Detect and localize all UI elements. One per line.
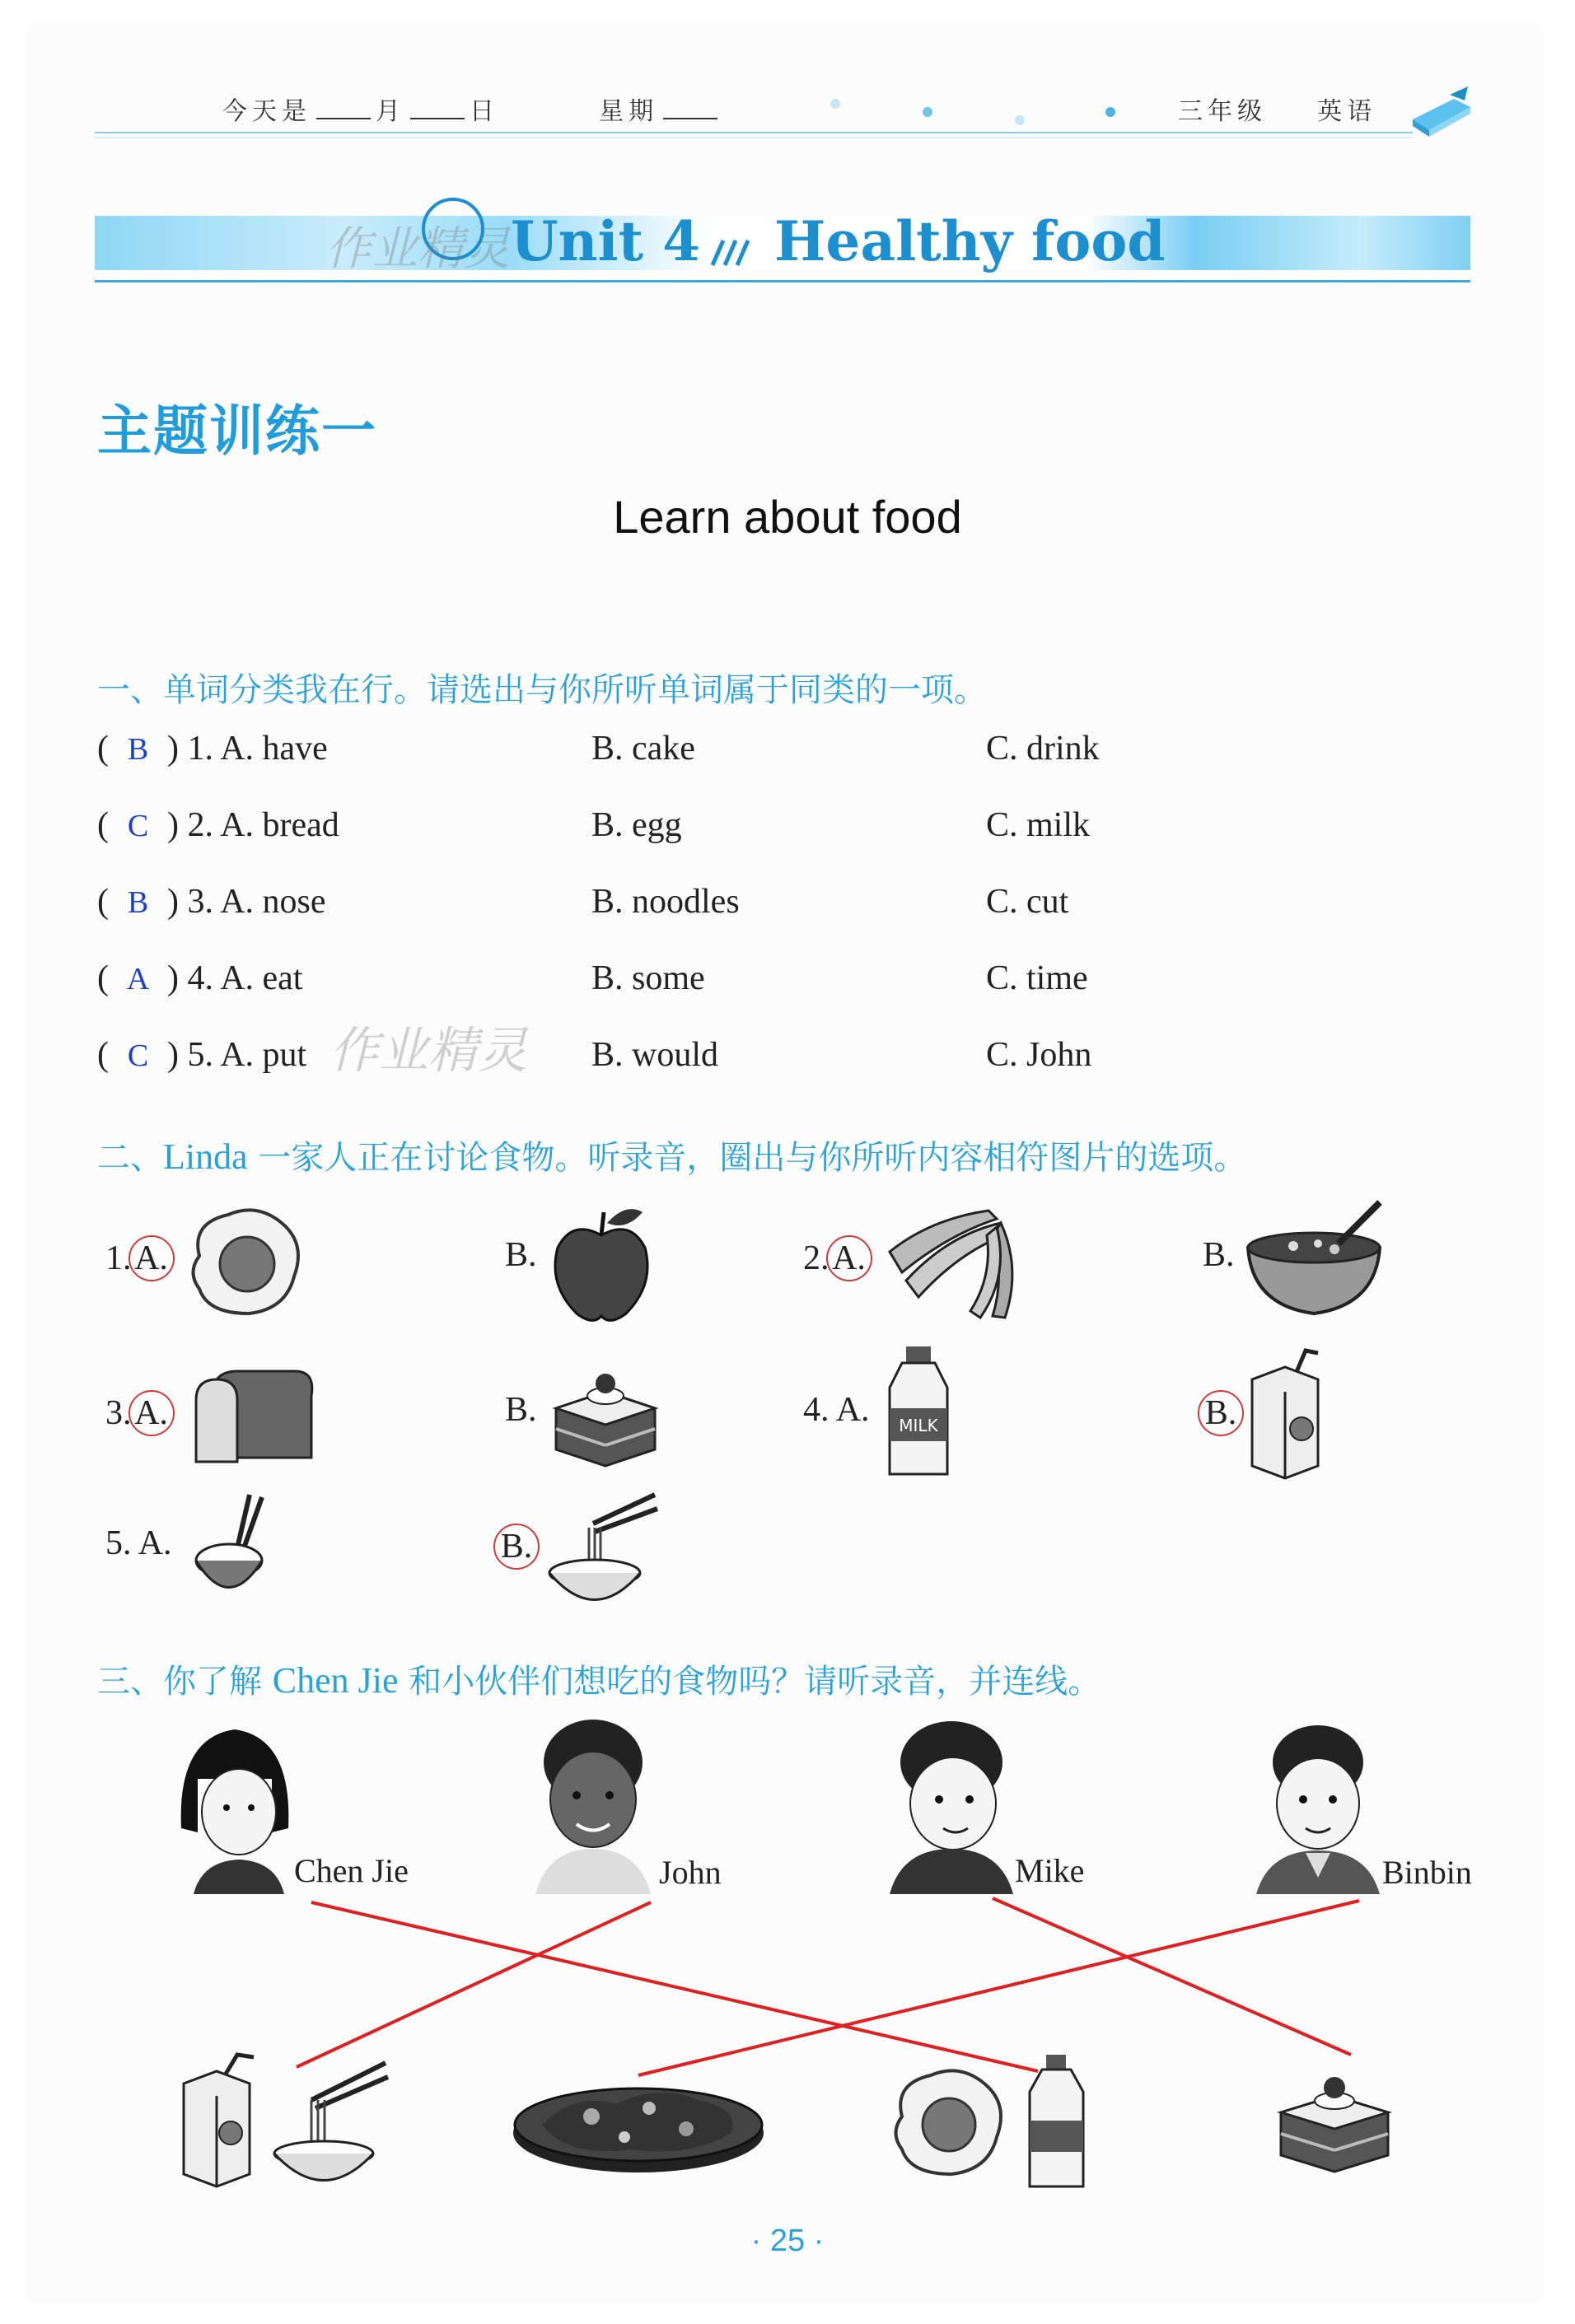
- vegetables-plate-icon: [509, 2067, 769, 2182]
- question-number: 4.: [187, 959, 213, 997]
- q1-question-1: ( B ) 1. A. have: [97, 730, 328, 768]
- juice-and-noodles-icon: [180, 2051, 394, 2199]
- answer-blank[interactable]: C: [127, 1038, 149, 1073]
- q2-item-3-b[interactable]: B.: [505, 1391, 537, 1429]
- question-number: 2.: [187, 806, 213, 844]
- q2-item-1-a[interactable]: 1.A.: [105, 1235, 175, 1281]
- q2-heading-pre: 二、: [97, 1139, 163, 1177]
- q1-question-3: ( B ) 3. A. nose: [97, 883, 326, 921]
- subtitle: Learn about food: [613, 491, 962, 543]
- q3-heading-name: Chen Jie: [272, 1660, 399, 1701]
- option-a[interactable]: A. put: [220, 1036, 307, 1074]
- cake-icon: [1273, 2055, 1396, 2178]
- page-number: · 25 ·: [750, 2224, 825, 2258]
- q2-item-4-b[interactable]: B.: [1201, 1390, 1244, 1436]
- question-number: 1.: [187, 730, 213, 768]
- q2-item-1-b[interactable]: B.: [505, 1236, 537, 1274]
- watermark: 作业精灵: [329, 1022, 527, 1080]
- option-c[interactable]: C. drink: [986, 730, 1100, 768]
- question-number: 3.: [187, 883, 213, 921]
- watermark: 作业精灵: [325, 222, 510, 276]
- month-label: 月: [376, 97, 405, 126]
- answer-blank[interactable]: B: [127, 732, 149, 767]
- subject-label: 英语: [1317, 97, 1377, 126]
- q2-heading-post: 一家人正在讨论食物。听录音，圈出与你所听内容相符图片的选项。: [247, 1139, 1247, 1177]
- q1-question-2: ( C ) 2. A. bread: [97, 806, 339, 844]
- option-b[interactable]: B. cake: [591, 730, 695, 768]
- q2-heading-name: Linda: [163, 1136, 248, 1177]
- answer-blank[interactable]: B: [127, 885, 149, 920]
- unit-label: Unit 4: [511, 209, 701, 273]
- q2-item-4-a[interactable]: 4. A.: [803, 1391, 870, 1429]
- today-label: 今天是: [222, 97, 311, 126]
- q3-heading-post: 和小伙伴们想吃的食物吗？请听录音，并连线。: [398, 1663, 1101, 1701]
- q2-item-5-a[interactable]: 5. A.: [105, 1524, 172, 1562]
- option-b[interactable]: B. egg: [591, 806, 682, 844]
- q2-item-2-a[interactable]: 2.A.: [803, 1235, 872, 1281]
- option-c[interactable]: C. time: [986, 959, 1088, 997]
- match-line-john: [297, 1902, 651, 2067]
- q1-heading: 一、单词分类我在行。请选出与你所听单词属于同类的一项。: [97, 671, 987, 709]
- q1-question-5: ( C ) 5. A. put: [97, 1036, 307, 1074]
- option-a[interactable]: A. nose: [220, 883, 326, 921]
- option-c[interactable]: C. John: [986, 1036, 1092, 1074]
- unit-title: Healthy food: [774, 209, 1166, 273]
- q2-item-2-b[interactable]: B.: [1203, 1236, 1235, 1274]
- match-line-chen-jie: [311, 1902, 1038, 2071]
- option-c[interactable]: C. cut: [986, 883, 1069, 921]
- option-a[interactable]: A. have: [220, 730, 328, 768]
- person-name-mike: Mike: [1015, 1852, 1085, 1889]
- q2-item-3-a[interactable]: 3.A.: [105, 1390, 175, 1436]
- weekday-label: 星期: [599, 97, 659, 126]
- person-name-chen-jie: Chen Jie: [294, 1852, 409, 1889]
- option-c[interactable]: C. milk: [986, 806, 1091, 844]
- option-a[interactable]: A. eat: [220, 959, 303, 997]
- day-label: 日: [470, 97, 499, 126]
- q1-question-4: ( A ) 4. A. eat: [97, 959, 303, 997]
- grade-label: 三年级: [1178, 97, 1267, 126]
- answer-blank[interactable]: A: [126, 962, 150, 996]
- person-name-binbin: Binbin: [1382, 1854, 1472, 1891]
- answer-blank[interactable]: C: [127, 809, 149, 843]
- option-b[interactable]: B. some: [591, 959, 705, 997]
- question-number: 5.: [187, 1036, 213, 1074]
- q3-heading-pre: 三、你了解: [97, 1663, 273, 1701]
- option-a[interactable]: A. bread: [220, 806, 339, 844]
- option-b[interactable]: B. noodles: [591, 883, 740, 921]
- q2-item-5-b[interactable]: B.: [497, 1524, 540, 1570]
- egg-and-milk-icon: [890, 2051, 1096, 2195]
- milk-label: MILK: [899, 1416, 938, 1435]
- match-line-binbin: [638, 1901, 1359, 2075]
- option-b[interactable]: B. would: [591, 1036, 719, 1074]
- section-title: 主题训练一: [97, 399, 377, 463]
- person-name-john: John: [659, 1854, 722, 1891]
